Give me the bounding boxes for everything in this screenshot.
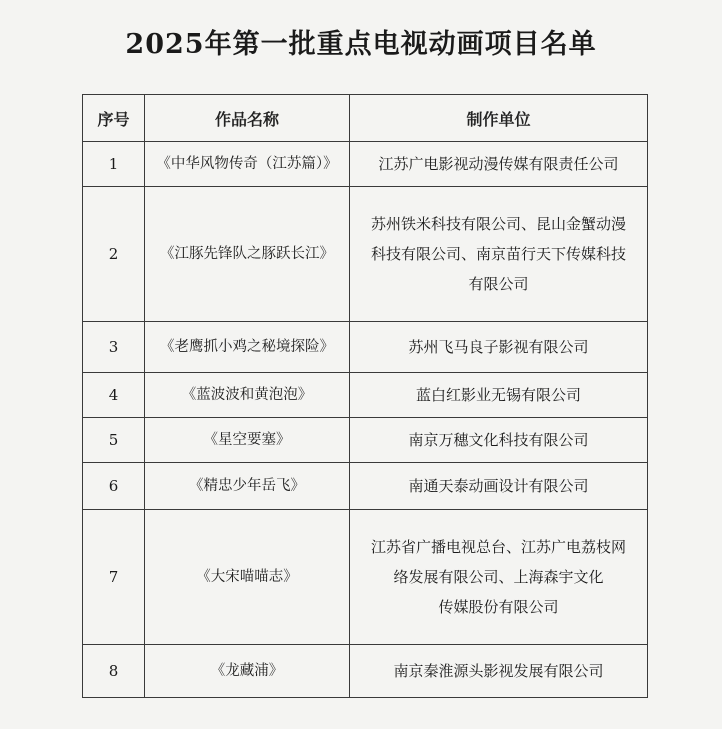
unit-line: 南京秦淮源头影视发展有限公司: [393, 662, 604, 680]
serial-number: 3: [83, 322, 145, 373]
table-row: [83, 322, 648, 373]
header-serial-number: 序号: [83, 95, 145, 142]
production-unit: [350, 418, 648, 463]
page-title: 2025年第一批重点电视动画项目名单: [125, 29, 597, 60]
serial-number: 2: [83, 187, 145, 322]
production-unit: [350, 463, 648, 510]
header-work-name: 作品名称: [145, 95, 350, 142]
table-row: [83, 142, 648, 187]
table-row: [83, 373, 648, 418]
serial-number: 4: [83, 373, 145, 418]
production-unit: [350, 322, 648, 373]
table-row: [83, 463, 648, 510]
unit-line: 传媒股份有限公司: [438, 598, 559, 616]
unit-line: 苏州铁米科技有限公司、昆山金蟹动漫: [370, 215, 626, 233]
unit-line: 蓝白红影业无锡有限公司: [415, 386, 581, 404]
work-name: 《老鹰抓小鸡之秘境探险》: [145, 322, 350, 373]
production-unit: [350, 645, 648, 698]
unit-line: 江苏省广播电视总台、江苏广电荔枝网: [370, 538, 626, 556]
table-row: [83, 645, 648, 698]
unit-line: 苏州飞马良子影视有限公司: [408, 338, 589, 356]
work-name: 《龙藏浦》: [145, 645, 350, 698]
table-row: [83, 418, 648, 463]
work-name: 《中华风物传奇（江苏篇）》: [145, 142, 350, 187]
unit-line: 络发展有限公司、上海森宇文化: [393, 568, 604, 586]
serial-number: 1: [83, 142, 145, 187]
production-unit: [350, 142, 648, 187]
unit-line: 江苏广电影视动漫传媒有限责任公司: [378, 155, 619, 173]
unit-line: 有限公司: [468, 275, 529, 293]
serial-number: 7: [83, 510, 145, 645]
table-header-row: [83, 95, 648, 142]
work-name: 《江豚先锋队之豚跃长江》: [145, 187, 350, 322]
work-name: 《大宋喵喵志》: [145, 510, 350, 645]
unit-line: 南通天泰动画设计有限公司: [408, 477, 589, 495]
header-production-unit: 制作单位: [350, 95, 648, 142]
production-unit: [350, 510, 648, 645]
work-name: 《蓝波波和黄泡泡》: [145, 373, 350, 418]
unit-line: 南京万穗文化科技有限公司: [408, 431, 589, 449]
serial-number: 6: [83, 463, 145, 510]
serial-number: 8: [83, 645, 145, 698]
serial-number: 5: [83, 418, 145, 463]
project-table: [82, 94, 648, 698]
table-row: [83, 510, 648, 645]
work-name: 《星空要塞》: [145, 418, 350, 463]
production-unit: [350, 187, 648, 322]
table-row: [83, 187, 648, 322]
work-name: 《精忠少年岳飞》: [145, 463, 350, 510]
unit-line: 科技有限公司、南京苗行天下传媒科技: [370, 245, 626, 263]
production-unit: [350, 373, 648, 418]
